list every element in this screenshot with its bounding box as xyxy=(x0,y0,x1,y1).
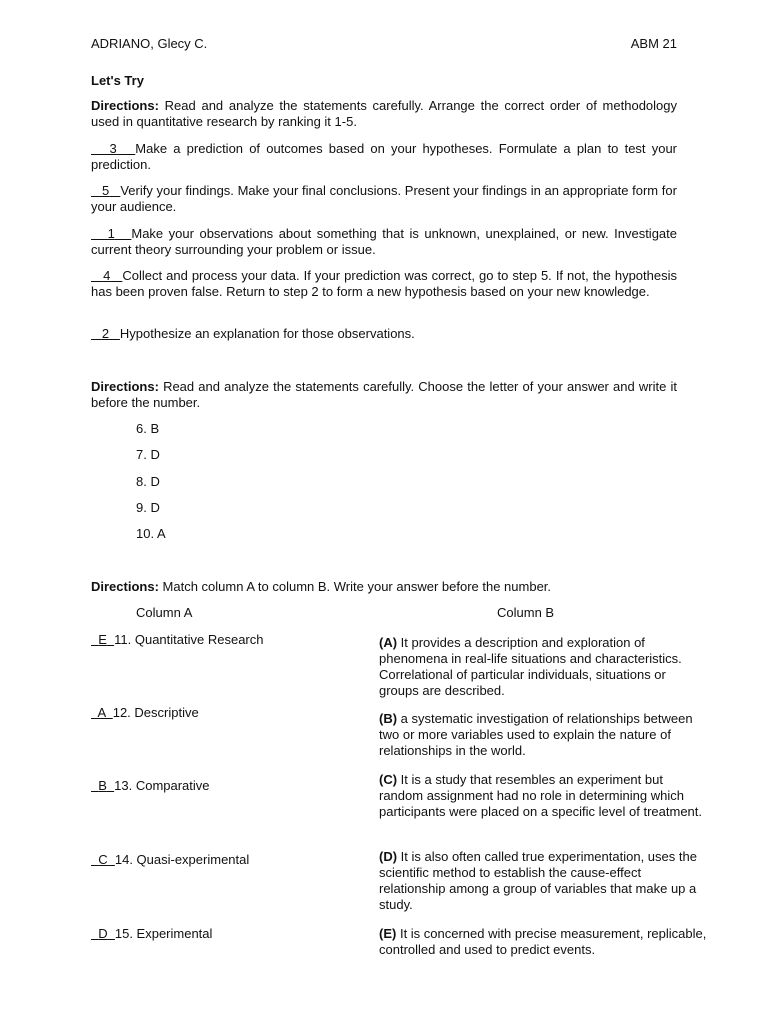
column-b-heading: Column B xyxy=(497,605,555,620)
directions-label: Directions: xyxy=(91,579,159,594)
rank-answer-blank: 4 xyxy=(103,268,111,283)
rank-item xyxy=(91,326,677,342)
rank-item xyxy=(91,268,677,300)
directions-text: Read and analyze the statements carefully. Choose the letter of your answer and write it before the number. xyxy=(91,379,677,410)
rank-item xyxy=(91,141,677,173)
rank-item-text: Collect and process your data. If your prediction was correct, go to step 5. If not, the hypothesis has been proven false. Return to step 2 to form a new hypothesis based on your new knowledge. xyxy=(91,268,677,299)
description-letter: (D) xyxy=(379,849,398,864)
match-description xyxy=(379,635,709,699)
description-letter: (B) xyxy=(379,711,398,726)
rank-answer-blank: 3 xyxy=(109,141,117,156)
match-item-left xyxy=(91,778,361,794)
match-answer-blank: E xyxy=(98,632,107,647)
answer-item: 10. A xyxy=(136,526,166,542)
match-item-left xyxy=(91,926,361,942)
column-a-heading: Column A xyxy=(136,605,193,620)
match-term: 12. Descriptive xyxy=(112,705,199,720)
part2-directions xyxy=(91,379,677,411)
rank-item-text: Make your observations about something that is unknown, unexplained, or new. Investigate current theory surrounding your problem or issue. xyxy=(91,226,677,257)
section-title: Let's Try xyxy=(91,73,144,88)
class-section: ABM 21 xyxy=(630,36,677,51)
match-term: 14. Quasi-experimental xyxy=(114,852,250,867)
answer-item: 7. D xyxy=(136,447,160,463)
answer-item: 8. D xyxy=(136,473,160,489)
rank-item-text: Verify your findings. Make your final conclusions. Present your findings in an appropriate form for your audience. xyxy=(91,183,677,214)
match-item-left xyxy=(91,852,361,868)
match-description xyxy=(379,926,709,958)
description-text: a systematic investigation of relationships between two or more variables used to explain the nature of relationships in the world. xyxy=(379,711,693,758)
description-text: It is concerned with precise measurement, replicable, controlled and used to predict events. xyxy=(379,926,707,957)
directions-text: Match column A to column B. Write your answer before the number. xyxy=(158,579,552,594)
directions-label: Directions: xyxy=(91,379,159,394)
rank-answer-blank: 2 xyxy=(101,326,110,341)
multiple-choice-answers xyxy=(136,421,166,552)
part3-directions xyxy=(91,579,677,595)
match-term: 15. Experimental xyxy=(114,926,213,941)
match-description xyxy=(379,849,709,913)
match-term: 13. Comparative xyxy=(114,778,210,793)
rank-answer-blank: 5 xyxy=(102,183,110,198)
match-answer-blank: D xyxy=(98,926,108,941)
description-letter: (A) xyxy=(379,635,398,650)
description-letter: (E) xyxy=(379,926,397,941)
part1-directions xyxy=(91,98,677,130)
match-answer-blank: B xyxy=(98,778,107,793)
directions-text: Read and analyze the statements carefully. Arrange the correct order of methodology used in quantitative research by ranking it 1-5. xyxy=(91,98,677,129)
match-description xyxy=(379,711,709,759)
match-term: 11. Quantitative Research xyxy=(114,632,264,647)
rank-item-text: Hypothesize an explanation for those observations. xyxy=(119,326,415,341)
rank-answer-blank: 1 xyxy=(107,226,115,241)
directions-label: Directions: xyxy=(91,98,159,113)
rank-item xyxy=(91,226,677,258)
student-name: ADRIANO, Glecy C. xyxy=(91,36,208,51)
match-answer-blank: C xyxy=(98,852,108,867)
match-item-left xyxy=(91,632,361,648)
answer-item: 9. D xyxy=(136,499,160,515)
rank-item xyxy=(91,183,677,215)
description-letter: (C) xyxy=(379,772,398,787)
description-text: It provides a description and exploration of phenomena in real-life situations and characteristics. Correlational of particular individuals, situations or groups are described. xyxy=(379,635,682,698)
match-answer-blank: A xyxy=(97,705,106,720)
description-text: It is a study that resembles an experiment but random assignment had no role in determining which participants were placed on a specific level of treatment. xyxy=(379,772,703,819)
answer-item: 6. B xyxy=(136,421,160,436)
match-item-left xyxy=(91,705,361,721)
match-description xyxy=(379,772,709,820)
rank-item-text: Make a prediction of outcomes based on your hypotheses. Formulate a plan to test your prediction. xyxy=(91,141,677,172)
description-text: It is also often called true experimentation, uses the scientific method to establish the cause-effect relationship among a group of variables that make up a study. xyxy=(379,849,697,912)
